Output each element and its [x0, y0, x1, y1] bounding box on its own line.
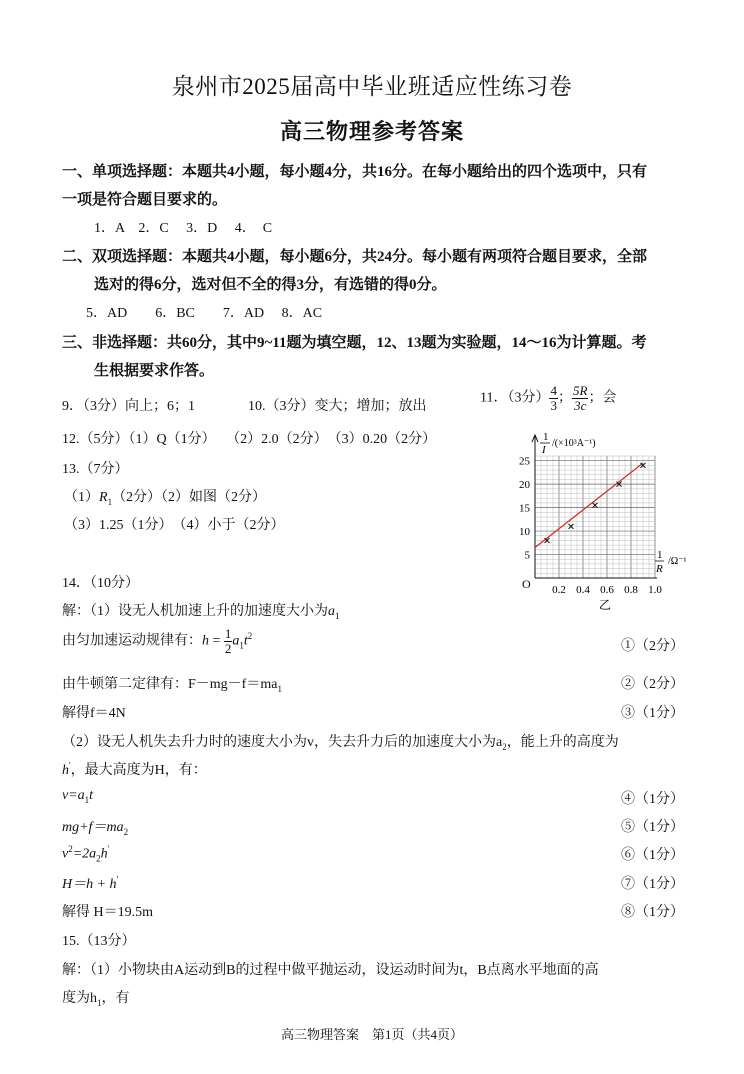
q14-eq4: H＝h + h' — [62, 874, 119, 892]
q14-score-4: ④（1分） — [621, 792, 684, 807]
x-tick-label: 0.8 — [624, 584, 638, 596]
q14-line2: 由匀加速运动规律有：h = $\frac{1}{2}$ $a_1t^2$ — [62, 626, 253, 656]
q15-title: 15.（13分） — [62, 934, 136, 949]
chart-origin-label: O — [522, 577, 531, 591]
x-tick-label: 0.4 — [576, 584, 590, 596]
graph-1-over-i-vs-1-over-r — [505, 428, 695, 610]
x-tick-label: 0.6 — [600, 584, 614, 596]
q14-score-8: ⑧（1分） — [621, 905, 684, 920]
q11-fraction-1: $\frac{4}{3}$ — [550, 383, 557, 413]
chart-axes — [532, 435, 657, 578]
q14-line6: h'，最大高度为H，有： — [62, 760, 207, 778]
section1-answers: 1．A 2．C 3．D 4． C — [94, 221, 273, 236]
y-tick-label: 5 — [524, 549, 530, 562]
q14-line3: 由牛顿第二定律有：$F-mg-f=ma_1$ — [62, 677, 282, 694]
y-tick-label: 15 — [519, 502, 530, 515]
q12-answer: 12.（5分）（1）Q（1分） （2）2.0（2分） （3）0.20（2分） — [62, 432, 437, 447]
q11-answer: 11．（3分） $\frac{4}{3}$ ； $\frac{5R}{3c}$ ；会 — [480, 383, 617, 413]
q14-score-6: ⑥（1分） — [621, 848, 684, 863]
section1-heading-line2: 一项是符合题目要求的。 — [62, 192, 228, 208]
q14-eq1: $v=a_1t$ — [62, 788, 94, 805]
q14-line1: 解：（1）设无人机加速上升的加速度大小为$a_1$ — [62, 604, 340, 621]
q14-line5: （2）设无人机失去升力时的速度大小为v，失去升力后的加速度大小为$a_2$，能上升的高度为 — [62, 735, 619, 752]
y-tick-label: 25 — [519, 455, 530, 468]
q14-score-3: ③（1分） — [621, 706, 684, 721]
x-tick-label: 1.0 — [648, 584, 662, 596]
section1-heading-line1: 一、单项选择题：本题共4小题，每小题4分，共16分。在每小题给出的四个选项中，只有 — [62, 164, 648, 180]
q14-score-2: ②（2分） — [621, 677, 684, 692]
section3-heading-line2: 生根据要求作答。 — [94, 363, 215, 379]
q15-line1: 解：（1）小物块由A运动到B的过程中做平抛运动，设运动时间为t，B点离水平地面的高 — [62, 963, 599, 978]
q14-score-1: ①（2分） — [621, 639, 684, 654]
chart-title: 乙 — [599, 598, 612, 610]
q14-result: 解得 H＝19.5m — [62, 905, 153, 920]
x-tick-label: 0.2 — [552, 584, 566, 596]
q14-eq3: $v^2=2a_2h'$ — [62, 844, 110, 864]
q13-line1: $(1)R_1(2$分）（2）如图（2分） — [64, 490, 267, 507]
section2-heading-line2: 选对的得6分，选对但不全的得3分，有选错的得0分。 — [94, 277, 447, 293]
q11-prefix: 11．（3分） — [480, 390, 550, 406]
y-tick-label: 10 — [519, 526, 530, 539]
section3-heading-line1: 三、非选择题：共60分，其中9~11题为填空题，12、13题为实验题，14～16为计算题。考 — [62, 335, 647, 351]
q13-title: 13.（7分） — [62, 462, 129, 477]
y-tick-label: 20 — [519, 479, 530, 492]
chart-ylabel-num: 1 — [543, 431, 549, 443]
chart-ticks — [519, 456, 662, 596]
section2-answers: 5．AD 6．BC 7．AD 8．AC — [86, 306, 323, 321]
chart-xlabel-num: 1 — [657, 549, 663, 561]
chart-ylabel-den: I — [542, 444, 546, 456]
q15-line2: 度为$h_1$，有 — [62, 991, 130, 1008]
chart-xlabel-den: R — [656, 563, 663, 575]
q14-score-7: ⑦（1分） — [621, 877, 684, 892]
q14-eq2: $mg+f=ma_2$ — [62, 820, 129, 837]
chart-xlabel-unit: /Ω⁻¹ — [668, 556, 687, 567]
q9-answer: 9．（3分）向上；6；1 — [62, 399, 195, 414]
q13-line2: （3）1.25（1分） （4）小于（2分） — [64, 518, 285, 533]
q10-answer: 10.（3分）变大；增加；放出 — [248, 399, 427, 414]
q14-line4: 解得f＝4N — [62, 706, 126, 721]
page-title: 泉州市2025届高中毕业班适应性练习卷 — [171, 74, 573, 99]
page-footer: 高三物理答案 第1页（共4页） — [280, 1027, 463, 1042]
chart-grid — [535, 456, 655, 578]
section2-heading-line1: 二、双项选择题：本题共4小题，每小题6分，共24分。每小题有两项符合题目要求，全部 — [62, 249, 648, 265]
page-subtitle: 高三物理参考答案 — [279, 119, 464, 144]
q14-score-5: ⑤（1分） — [621, 820, 684, 835]
chart-ylabel-unit: /(×10³A⁻¹) — [552, 438, 596, 449]
q11-fraction-2: $\frac{5R}{3c}$ — [572, 383, 588, 413]
q14-title: 14．（10分） — [62, 576, 139, 591]
